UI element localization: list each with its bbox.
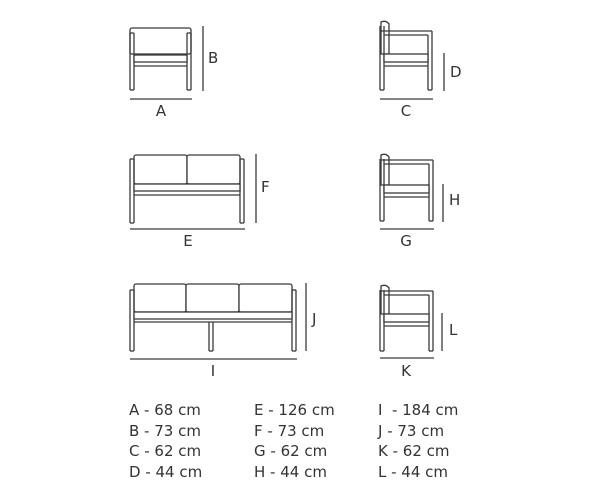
legend-entry-e: E - 126 cm [254,401,335,419]
legend-entry-c: C - 62 cm [129,442,202,460]
label-d: D [450,63,462,81]
legend-entry-k: K - 62 cm [378,442,450,460]
label-h: H [449,191,461,209]
legend-entry-d: D - 44 cm [129,462,203,481]
two-seater-front-view [130,155,244,223]
label-b: B [208,49,219,67]
legend-entry-g: G - 62 cm [254,442,328,460]
legend-entry-f: F - 73 cm [254,421,325,440]
legend-entry-j: J - 73 cm [378,421,445,440]
three-seater-side-view [380,285,433,351]
legend-entry-i: I - 184 cm [378,401,459,419]
legend-entry-a: A - 68 cm [129,401,201,419]
label-f: F [261,178,270,196]
label-c: C [400,102,412,120]
legend-column-2 [254,400,335,482]
legend-column-3 [378,400,458,482]
legend-entry-b: B - 73 cm [129,421,201,440]
armchair-front-view [130,28,191,90]
legend-entry-h: H - 44 cm [254,462,327,481]
label-j: J [312,310,317,328]
two-seater-side-view [380,154,433,221]
label-i: I [210,362,216,380]
legend-column-1 [129,400,202,482]
label-k: K [401,362,411,380]
label-e: E [183,232,193,250]
armchair-side-view [380,21,432,90]
label-a: A [155,102,167,120]
label-l: L [449,321,458,339]
three-seater-front-view [130,284,296,351]
legend-entry-l: L - 44 cm [378,462,449,481]
label-g: G [400,232,412,250]
